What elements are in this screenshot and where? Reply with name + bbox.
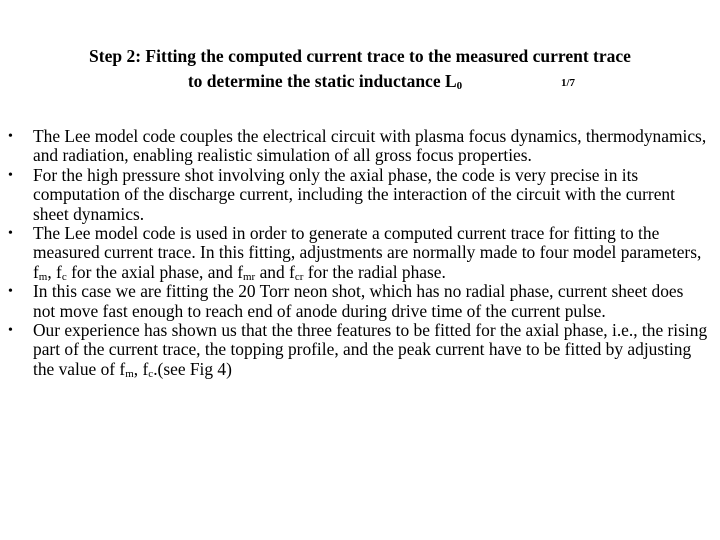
- text-segment: , f: [47, 261, 62, 282]
- bullet-item: [8, 321, 708, 379]
- text-segment: The Lee model code is used in order to generate a computed current trace for fitting to the measured current trace. In this fitting, adjustments are normally made to four model parameters, f: [33, 223, 702, 282]
- bullet-dot-icon: •: [8, 284, 13, 300]
- bullet-dot-icon: •: [8, 323, 13, 339]
- bullet-list: [8, 127, 708, 379]
- title-line-2: [0, 69, 720, 99]
- subscript: cr: [294, 270, 304, 283]
- text-segment: for the axial phase, and f: [66, 261, 243, 282]
- text-segment: , f: [133, 358, 149, 379]
- text-segment: and f: [255, 261, 295, 282]
- bullet-dot-icon: •: [8, 129, 13, 144]
- bullet-dot-icon: •: [8, 167, 13, 183]
- subscript: m: [38, 270, 48, 283]
- text-segment: for the radial phase.: [303, 261, 446, 282]
- bullet-text: In this case we are fitting the 20 Torr neon shot, which has no radial phase, current sheet does not move fast enough to reach end of anode during drive time of the current pulse.: [33, 281, 684, 321]
- subscript: mr: [243, 270, 256, 283]
- bullet-item: [8, 166, 708, 224]
- slide-title: [0, 44, 720, 99]
- title-line-1: Step 2: Fitting the computed current trace to the measured current trace: [89, 46, 631, 66]
- bullet-text: [33, 223, 701, 282]
- page-number: 1/7: [561, 77, 576, 89]
- bullet-text: The Lee model code couples the electrical circuit with plasma focus dynamics, thermodynamics, and radiation, enabling realistic simulation of all gross focus properties.: [33, 126, 707, 166]
- title-subscript: 0: [456, 80, 463, 92]
- bullet-text: [33, 320, 707, 379]
- bullet-text: For the high pressure shot involving only the axial phase, the code is very precise in its computation of the discharge current, including the interaction of the circuit with the current sheet dynamics.: [33, 164, 675, 224]
- text-segment: Our experience has shown us that the three features to be fitted for the axial phase, i.e., the rising part of the current trace, the topping profile, and the peak current have to be fitted by adjusting the value of f: [33, 320, 708, 379]
- bullet-item: [8, 282, 708, 321]
- bullet-item: [8, 127, 708, 166]
- bullet-dot-icon: •: [8, 226, 13, 242]
- subscript: c: [148, 367, 154, 380]
- title-line-2-text: to determine the static inductance L: [187, 71, 457, 91]
- subscript: c: [61, 270, 67, 283]
- text-segment: .(see Fig 4): [153, 358, 232, 379]
- subscript: m: [125, 367, 134, 380]
- bullet-item: [8, 224, 708, 282]
